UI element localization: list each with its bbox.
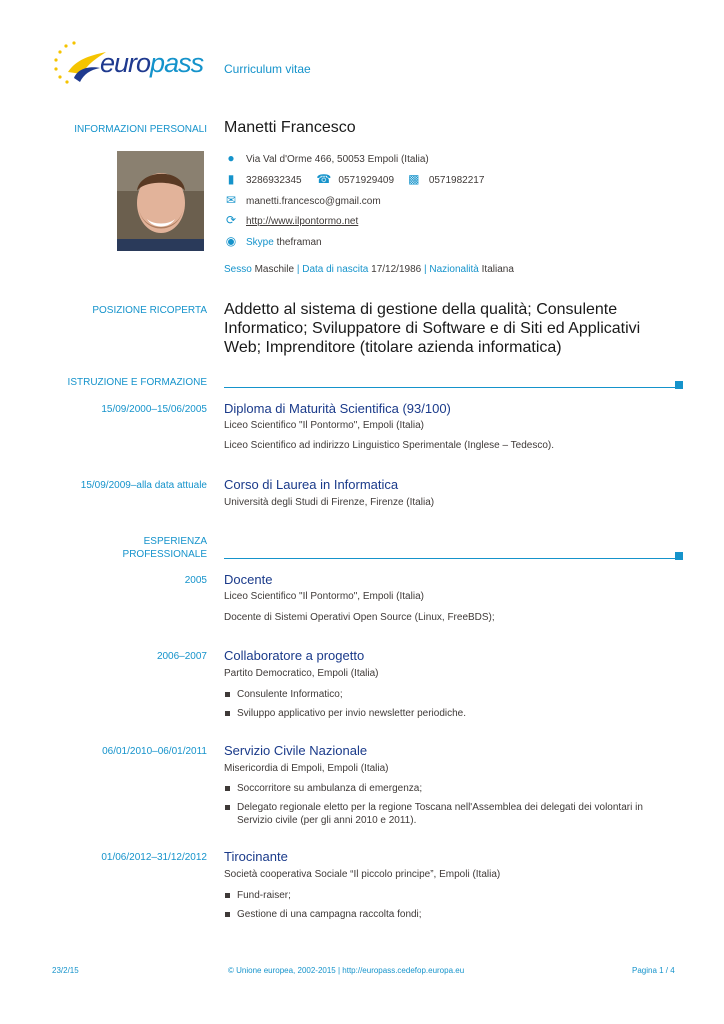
edu-2-date: 15/09/2009–alla data attuale: [80, 480, 207, 491]
exp-4-org: Società cooperativa Sociale “Il piccolo principe”, Empoli (Italia): [224, 869, 501, 880]
birth-value: 17/12/1986: [371, 264, 422, 275]
exp-2-org: Partito Democratico, Empoli (Italia): [224, 668, 379, 679]
address-row: [224, 151, 684, 167]
mobile-number: 3286932345: [246, 175, 302, 186]
exp-1-desc: Docente di Sistemi Operativi Open Source (Linux, FreeBDS);: [224, 612, 495, 623]
fax-icon: ▩: [408, 172, 420, 186]
exp-2-title: Collaboratore a progetto: [224, 648, 365, 663]
nationality-value: Italiana: [481, 264, 514, 275]
position-label: POSIZIONE RICOPERTA: [92, 305, 207, 316]
list-item: Consulente Informatico;: [224, 688, 684, 701]
fax-number: 0571982217: [428, 175, 485, 186]
footer-copyright: © Unione europea, 2002-2015 | http://europass.cedefop.europa.eu: [228, 966, 465, 975]
skype-value: theframan: [276, 237, 322, 248]
logo-text-euro: euro: [100, 48, 151, 78]
skype-label: Skype: [246, 237, 274, 248]
experience-label-line2: PROFESSIONALE: [122, 549, 207, 560]
birth-label: Data di nascita: [302, 264, 369, 275]
experience-divider-square: [675, 552, 683, 560]
exp-3-org: Misericordia di Empoli, Empoli (Italia): [224, 763, 389, 774]
edu-2-title: Corso di Laurea in Informatica: [224, 477, 399, 492]
list-item: Gestione di una campagna raccolta fondi;: [224, 908, 684, 921]
list-item: Delegato regionale eletto per la regione Toscana nell'Assemblea dei delegati dei volontari in Servizio civile (per gli anni 2010 e 2011).: [224, 801, 664, 827]
skype-row: [224, 234, 684, 250]
exp-2-bullets: [224, 688, 684, 726]
website-row: [224, 213, 684, 229]
website-icon: ⟳: [225, 213, 237, 227]
edu-2-org: Università degli Studi di Firenze, Firenze (Italia): [224, 497, 435, 508]
list-item: Fund-raiser;: [224, 889, 684, 902]
exp-1-date: 2005: [184, 575, 207, 586]
position-text: Addetto al sistema di gestione della qualità; Consulente Informatico; Sviluppatore di Software e di Siti ed Applicativi Web; Imprenditore (titolare azienda informatica): [224, 301, 641, 356]
person-name: Manetti Francesco: [224, 119, 356, 136]
exp-1-org: Liceo Scientifico "Il Pontormo", Empoli (Italia): [224, 591, 424, 602]
experience-label: [30, 535, 207, 561]
sex-label: Sesso: [224, 264, 252, 275]
email-icon: ✉: [225, 193, 237, 207]
exp-4-bullets: [224, 889, 684, 927]
footer-date: 23/2/15: [52, 966, 79, 975]
nationality-label: Nazionalità: [429, 264, 479, 275]
exp-4-title: Tirocinante: [224, 849, 288, 864]
exp-3-bullets: [224, 782, 664, 833]
email-row: [224, 193, 684, 209]
location-icon: ●: [227, 151, 235, 165]
experience-divider: [224, 558, 676, 559]
edu-1-date: 15/09/2000–15/06/2005: [101, 404, 207, 415]
logo-text-pass: pass: [150, 48, 204, 78]
phone-row: [224, 172, 684, 188]
edu-1-title: Diploma di Maturità Scientifica (93/100): [224, 401, 451, 416]
exp-3-date: 06/01/2010–06/01/2011: [102, 746, 207, 757]
experience-label-line1: ESPERIENZA: [143, 536, 207, 547]
list-item: Soccorritore su ambulanza di emergenza;: [224, 782, 664, 795]
sex-value: Maschile: [254, 264, 295, 275]
europass-logo: [48, 38, 218, 88]
exp-3-title: Servizio Civile Nazionale: [224, 743, 368, 758]
exp-2-date: 2006–2007: [156, 651, 207, 662]
exp-4-date: 01/06/2012–31/12/2012: [101, 852, 207, 863]
footer-page-number: Pagina 1 / 4: [632, 966, 675, 975]
document-title: Curriculum vitae: [224, 62, 311, 76]
address-text: Via Val d'Orme 466, 50053 Empoli (Italia): [246, 154, 429, 165]
education-divider-square: [675, 381, 683, 389]
personal-details-row: [224, 263, 684, 277]
edu-1-org: Liceo Scientifico "Il Pontormo", Empoli (Italia): [224, 420, 424, 431]
phone-icon: ☎: [316, 172, 332, 186]
edu-1-desc: Liceo Scientifico ad indirizzo Linguistico Sperimentale (Inglese – Tedesco).: [224, 440, 554, 451]
avatar: [117, 151, 204, 251]
education-divider: [224, 387, 676, 388]
list-item: Sviluppo applicativo per invio newsletter periodiche.: [224, 707, 684, 720]
separator: |: [424, 264, 427, 275]
website-link[interactable]: http://www.ilpontormo.net: [246, 216, 359, 227]
separator: |: [296, 264, 300, 275]
phone-number: 0571929409: [338, 175, 395, 186]
skype-icon: ◉: [225, 234, 237, 248]
mobile-icon: ▮: [227, 172, 235, 186]
email-text[interactable]: manetti.francesco@gmail.com: [246, 196, 381, 207]
personal-info-label: INFORMAZIONI PERSONALI: [74, 124, 207, 135]
education-label: ISTRUZIONE E FORMAZIONE: [67, 377, 207, 388]
exp-1-title: Docente: [224, 572, 273, 587]
